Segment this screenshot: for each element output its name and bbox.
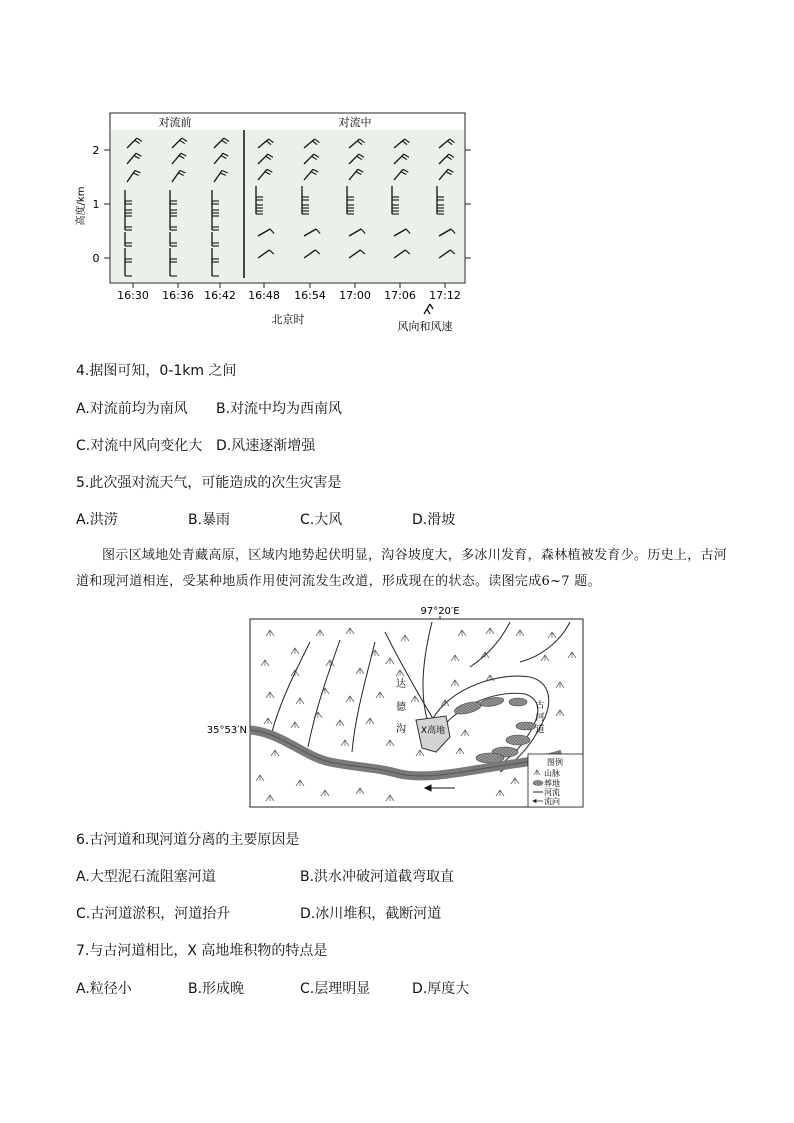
y-axis-label: 高度/km — [76, 186, 87, 226]
q4-stem: 4.据图可知，0-1km 之间 — [76, 363, 237, 379]
q6-option-a[interactable]: A.大型泥石流阻塞河道 — [76, 869, 216, 885]
legend-label: 风向和风速 — [397, 320, 453, 333]
q4-option-a[interactable]: A.对流前均为南风 — [76, 401, 188, 417]
river-map — [200, 602, 590, 812]
q6-option-d[interactable]: D.冰川堆积，截断河道 — [300, 906, 442, 922]
channel-char-1: 古 — [535, 701, 545, 711]
channel-char-2: 河 — [535, 713, 545, 723]
latitude-label: 35°53′N — [206, 725, 247, 736]
x-tick-label: 16:48 — [248, 289, 280, 302]
q6-option-b[interactable]: B.洪水冲破河道截弯取直 — [300, 869, 455, 885]
plot-shading — [111, 130, 464, 282]
valley-char-1: 达 — [396, 679, 406, 690]
q7-option-b[interactable]: B.形成晚 — [188, 981, 245, 997]
q5-stem: 5.此次强对流天气，可能造成的次生灾害是 — [76, 475, 342, 491]
barb-legend-icon — [424, 304, 433, 314]
wind-profile-chart — [70, 108, 490, 340]
valley-char-3: 沟 — [396, 724, 406, 735]
legend-flow: 流向 — [544, 797, 560, 806]
label-before: 对流前 — [158, 116, 192, 129]
q7-option-c[interactable]: C.层理明显 — [300, 981, 371, 997]
legend-mountain: 山脉 — [544, 769, 560, 778]
x-tick-label: 16:30 — [117, 289, 149, 302]
y-tick-1: 1 — [92, 198, 100, 211]
x-tick-label: 17:00 — [339, 289, 371, 302]
map-legend — [528, 754, 583, 807]
x-tick-label: 16:54 — [294, 289, 326, 302]
q7-option-a[interactable]: A.粒径小 — [76, 981, 132, 997]
legend-river: 河流 — [544, 788, 560, 797]
q4-option-d[interactable]: D.风速逐渐增强 — [216, 438, 316, 454]
x-tick-label: 17:06 — [384, 289, 416, 302]
x-tick-label: 16:36 — [162, 289, 194, 302]
y-tick-0: 0 — [92, 252, 100, 265]
q5-option-c[interactable]: C.大风 — [300, 512, 343, 528]
valley-char-2: 德 — [396, 702, 406, 713]
x-axis — [117, 283, 461, 302]
passage-text: 图示区域地处青藏高原，区域内地势起伏明显，沟谷坡度大，多冰川发育，森林植被发育少。历史上，古河道和现河道相连，受某种地质作用使河流发生改道，形成现在的状态。读图完成6~7 题。 — [76, 548, 728, 589]
q5-option-a[interactable]: A.洪涝 — [76, 512, 118, 528]
x-highland-label: X高地 — [420, 726, 446, 736]
label-during: 对流中 — [338, 116, 372, 129]
legend-sediment: 葬地 — [544, 779, 560, 788]
q4-option-b[interactable]: B.对流中均为西南风 — [216, 401, 343, 417]
q6-option-c[interactable]: C.古河道淤积，河道抬升 — [76, 906, 231, 922]
channel-char-3: 道 — [535, 725, 545, 735]
longitude-label: 97°20′E — [420, 606, 460, 617]
q4-option-c[interactable]: C.对流中风向变化大 — [76, 438, 203, 454]
q6-stem: 6.古河道和现河道分离的主要原因是 — [76, 832, 300, 848]
q7-stem: 7.与古河道相比，X 高地堆积物的特点是 — [76, 943, 328, 959]
q7-option-d[interactable]: D.厚度大 — [412, 981, 470, 997]
q5-option-d[interactable]: D.滑坡 — [412, 512, 456, 528]
x-tick-label: 16:42 — [204, 289, 236, 302]
q5-option-b[interactable]: B.暴雨 — [188, 512, 231, 528]
x-axis-title: 北京时 — [271, 313, 305, 326]
y-tick-2: 2 — [92, 144, 100, 157]
sediment-legend-icon — [533, 781, 543, 786]
x-tick-label: 17:12 — [429, 289, 461, 302]
legend-title: 图例 — [547, 758, 563, 767]
